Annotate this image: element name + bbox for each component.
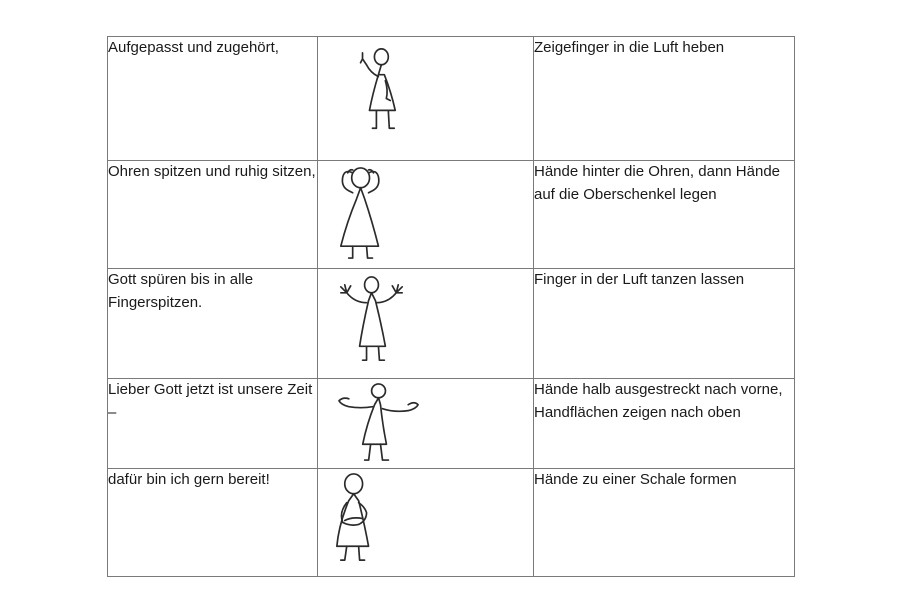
action-cell: Finger in der Luft tanzen lassen bbox=[534, 269, 795, 379]
stick-figure-hands-behind-ears-icon bbox=[318, 161, 534, 268]
action-cell: Hände hinter die Ohren, dann Hände auf die Oberschenkel legen bbox=[534, 161, 795, 269]
stick-figure-wiggling-fingers-icon bbox=[318, 269, 534, 378]
verse-cell: Aufgepasst und zugehört, bbox=[108, 37, 318, 161]
stick-figure-raised-finger-icon bbox=[318, 37, 534, 160]
verse-cell: Ohren spitzen und ruhig sitzen, bbox=[108, 161, 318, 269]
table-row bbox=[108, 161, 795, 269]
table-row bbox=[108, 469, 795, 577]
verse-cell: Gott spüren bis in alle Fingerspitzen. bbox=[108, 269, 318, 379]
table-row bbox=[108, 269, 795, 379]
table-row bbox=[108, 379, 795, 469]
action-cell: Hände zu einer Schale formen bbox=[534, 469, 795, 577]
figure-cell bbox=[318, 469, 534, 577]
gesture-table bbox=[107, 36, 795, 577]
stick-figure-palms-up-icon bbox=[318, 379, 534, 468]
figure-cell bbox=[318, 161, 534, 269]
action-cell: Zeigefinger in die Luft heben bbox=[534, 37, 795, 161]
table-row bbox=[108, 37, 795, 161]
verse-cell: dafür bin ich gern bereit! bbox=[108, 469, 318, 577]
action-cell: Hände halb ausgestreckt nach vorne, Handflächen zeigen nach oben bbox=[534, 379, 795, 469]
figure-cell bbox=[318, 269, 534, 379]
verse-cell: Lieber Gott jetzt ist unsere Zeit – bbox=[108, 379, 318, 469]
figure-cell bbox=[318, 37, 534, 161]
stick-figure-cupped-hands-icon bbox=[318, 469, 534, 576]
figure-cell bbox=[318, 379, 534, 469]
